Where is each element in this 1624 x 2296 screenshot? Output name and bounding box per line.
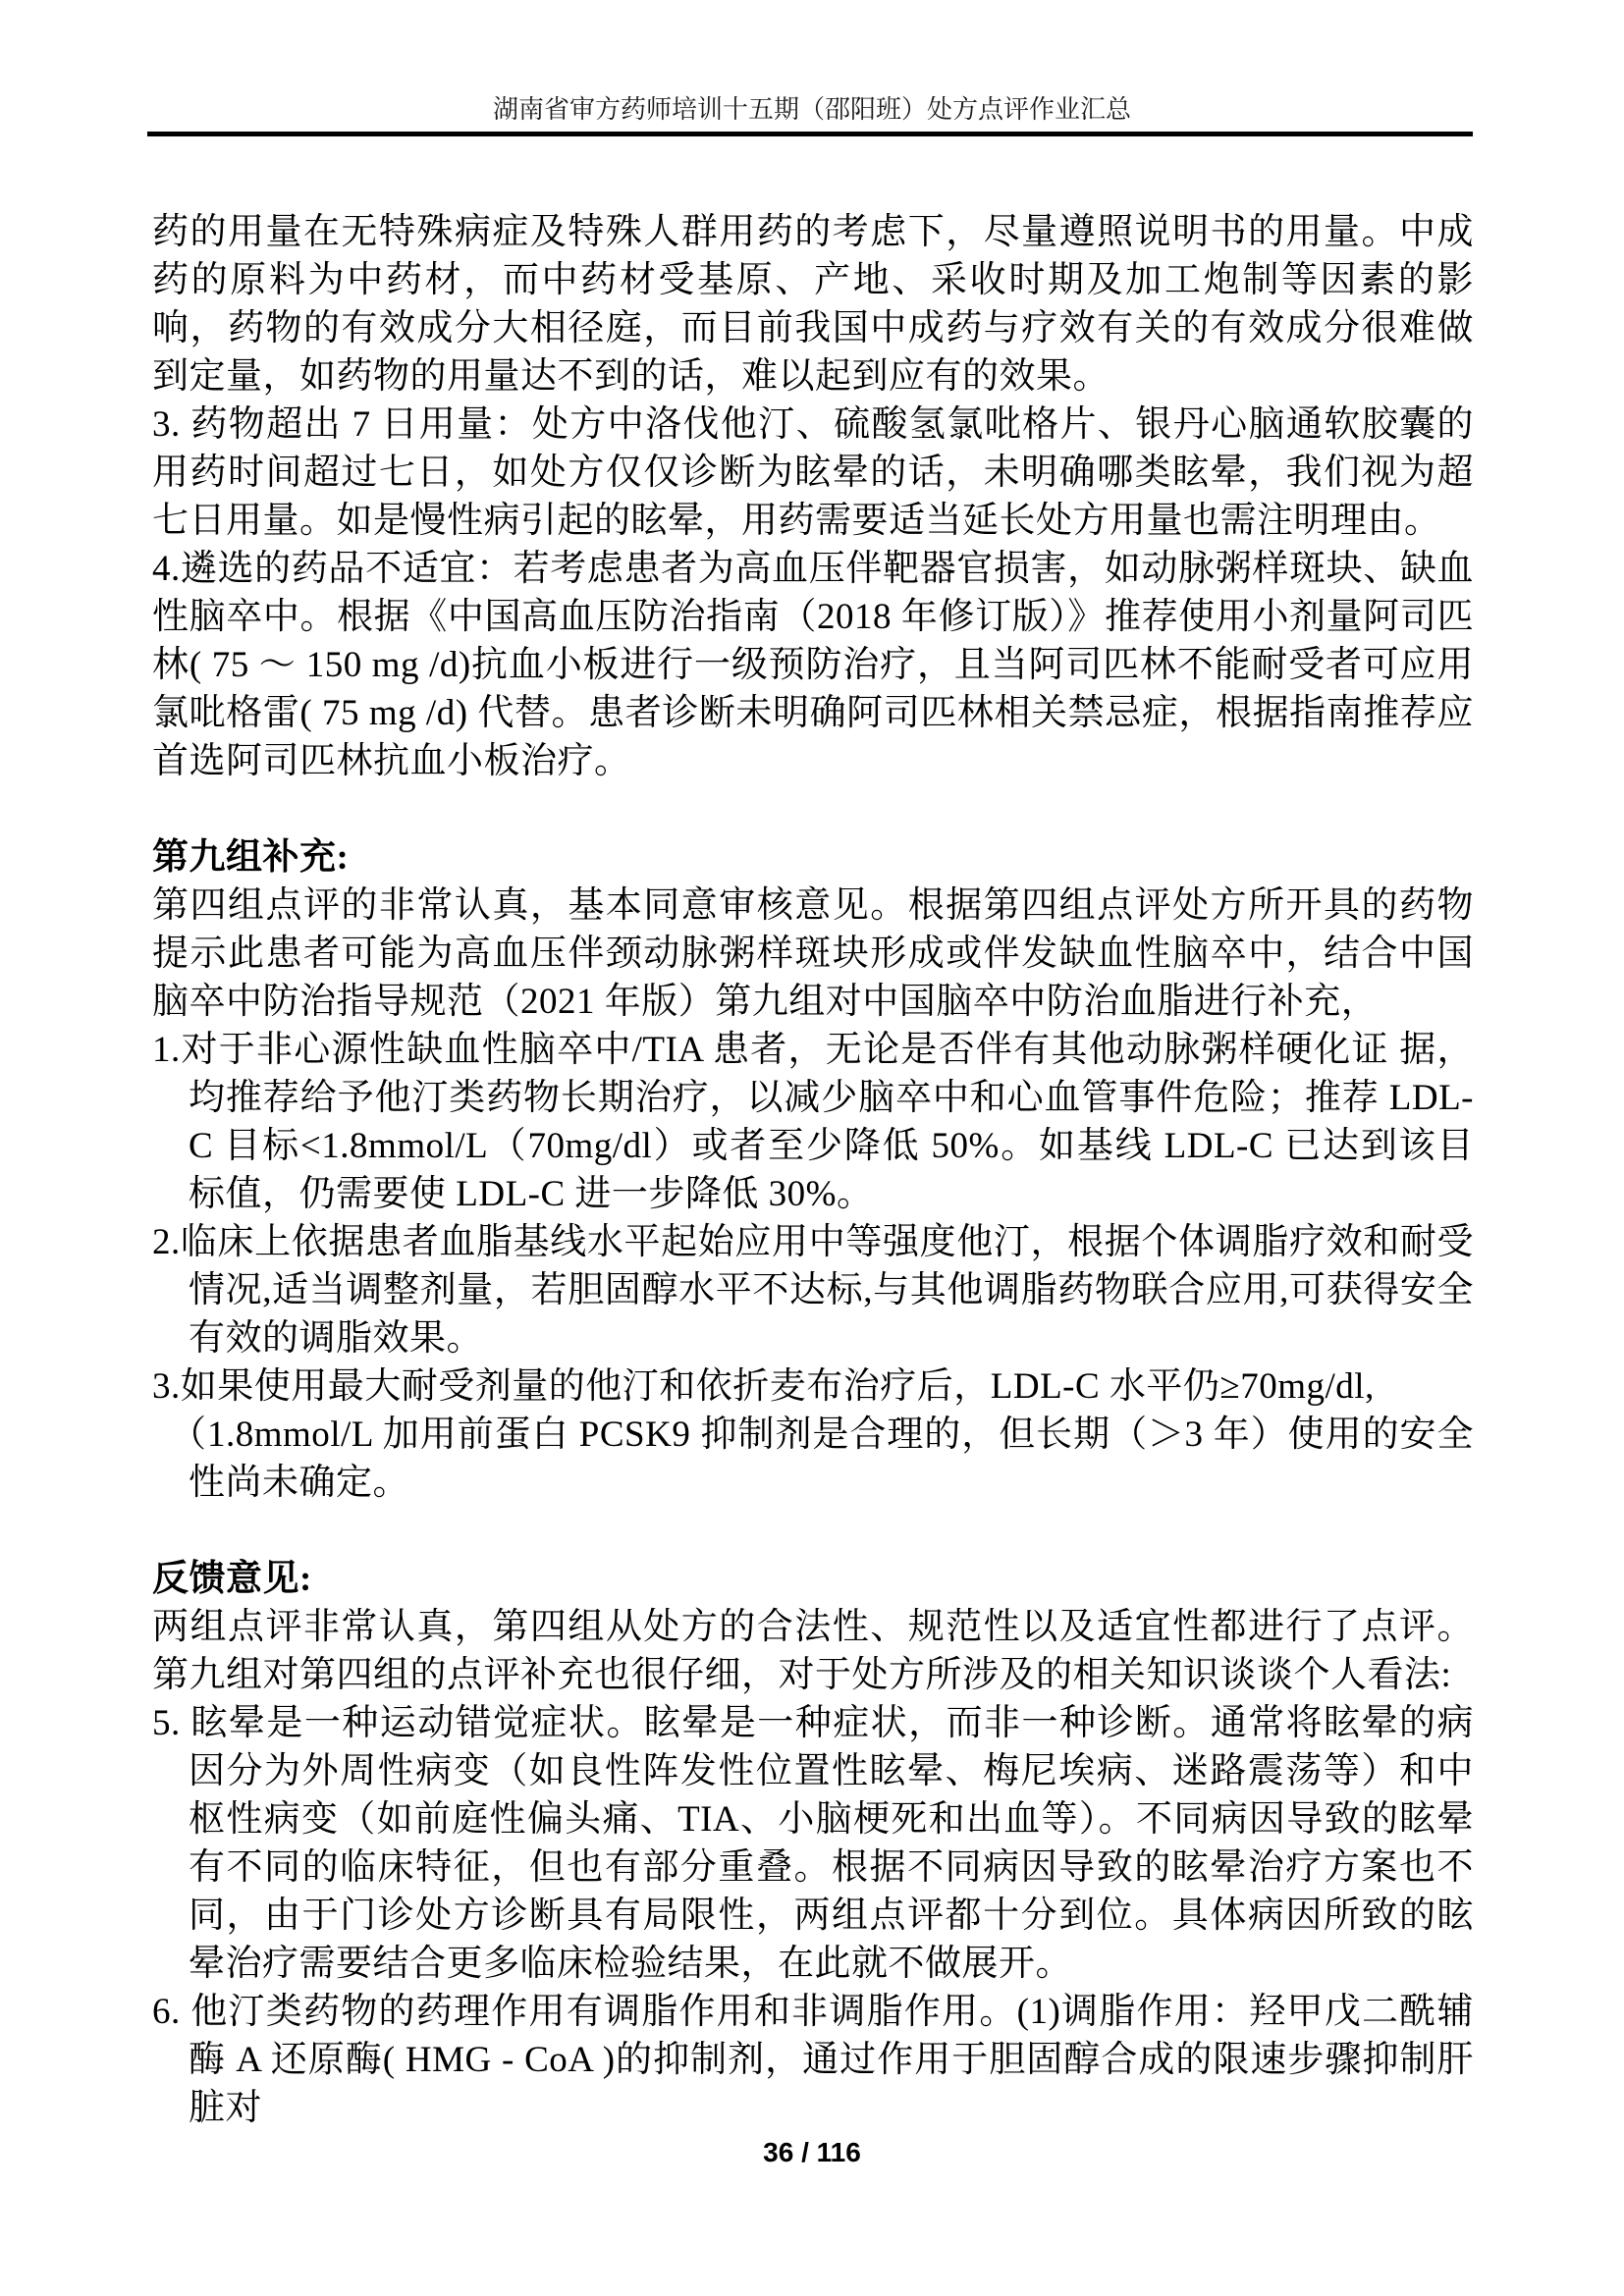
- document-body: [152, 208, 1474, 2132]
- paragraph-feedback-item6-statins: 6. 他汀类药物的药理作用有调脂作用和非调脂作用。(1)调脂作用：羟甲戊二酰辅酶 A 还原酶( HMG - CoA )的抑制剂，通过作用于胆固醇合成的限速步骤抑制肝脏对: [152, 1992, 1474, 2128]
- paragraph-item3-over-7day-dose: 3. 药物超出 7 日用量：处方中洛伐他汀、硫酸氢氯吡格片、银丹心脑通软胶囊的用药时间超过七日，如处方仅仅诊断为眩晕的话，未明确哪类眩晕，我们视为超七日用量。如是慢性病引起的眩晕，用药需要适当延长处方用量也需注明理由。: [152, 404, 1474, 541]
- paragraph-group9-item2: 2.临床上依据患者血脂基线水平起始应用中等强度他汀，根据个体调脂疗效和耐受情况,适当调整剂量，若胆固醇水平不达标,与其他调脂药物联合应用,可获得安全有效的调脂效果。: [152, 1222, 1474, 1359]
- paragraph-feedback-intro: 两组点评非常认真，第四组从处方的合法性、规范性以及适宜性都进行了点评。第九组对第四组的点评补充也很仔细，对于处方所涉及的相关知识谈谈个人看法:: [152, 1607, 1474, 1695]
- paragraph-item4-drug-selection: 4.遴选的药品不适宜：若考虑患者为高血压伴靶器官损害，如动脉粥样斑块、缺血性脑卒中。根据《中国高血压防治指南（2018 年修订版）》推荐使用小剂量阿司匹林( 75 ～ 150 mg /d)抗血小板进行一级预防治疗，且当阿司匹林不能耐受者可应用氯吡格雷( 75 mg /d) 代替。患者诊断未明确阿司匹林相关禁忌症，根据指南推荐应首选阿司匹林抗血小板治疗。: [152, 549, 1474, 781]
- paragraph-dosage-continuation: 药的用量在无特殊病症及特殊人群用药的考虑下，尽量遵照说明书的用量。中成药的原料为中药材，而中药材受基原、产地、采收时期及加工炮制等因素的影响，药物的有效成分大相径庭，而目前我国中成药与疗效有关的有效成分很难做到定量，如药物的用量达不到的话，难以起到应有的效果。: [152, 212, 1474, 397]
- heading-group9-supplement: 第九组补充:: [152, 837, 350, 878]
- heading-feedback: 反馈意见:: [152, 1559, 312, 1599]
- paragraph-group9-item3-continuation: （1.8mmol/L 加用前蛋白 PCSK9 抑制剂是合理的，但长期（＞3 年）使用的安全性尚未确定。: [170, 1415, 1474, 1503]
- paragraph-feedback-item5-vertigo: 5. 眩晕是一种运动错觉症状。眩晕是一种症状，而非一种诊断。通常将眩晕的病因分为外周性病变（如良性阵发性位置性眩晕、梅尼埃病、迷路震荡等）和中枢性病变（如前庭性偏头痛、TIA、小脑梗死和出血等）。不同病因导致的眩晕有不同的临床特征，但也有部分重叠。根据不同病因导致的眩晕治疗方案也不同，由于门诊处方诊断具有局限性，两组点评都十分到位。具体病因所致的眩晕治疗需要结合更多临床检验结果，在此就不做展开。: [152, 1703, 1474, 1984]
- blank-line: [152, 785, 1474, 833]
- paragraph-group9-intro: 第四组点评的非常认真，基本同意审核意见。根据第四组点评处方所开具的药物提示此患者可能为高血压伴颈动脉粥样斑块形成或伴发缺血性脑卒中，结合中国脑卒中防治指导规范（2021 年版）第九组对中国脑卒中防治血脂进行补充，: [152, 885, 1474, 1022]
- paragraph-group9-item1: 1.对于非心源性缺血性脑卒中/TIA 患者，无论是否伴有其他动脉粥样硬化证 据，均推荐给予他汀类药物长期治疗，以减少脑卒中和心血管事件危险；推荐 LDL-C 目标<1.8mmol/L（70mg/dl）或者至少降低 50%。如基线 LDL-C 已达到该目标值，仍需要使 LDL-C 进一步降低 30%。: [152, 1030, 1474, 1214]
- page-header-title: 湖南省审方药师培训十五期（邵阳班）处方点评作业汇总: [492, 95, 1131, 124]
- blank-line: [152, 1507, 1474, 1555]
- header-divider-rule: [147, 132, 1473, 136]
- paragraph-group9-item3-line1: 3.如果使用最大耐受剂量的他汀和依折麦布治疗后，LDL-C 水平仍≥70mg/dl,: [152, 1366, 1375, 1407]
- page-number: 36 / 116: [763, 2137, 861, 2167]
